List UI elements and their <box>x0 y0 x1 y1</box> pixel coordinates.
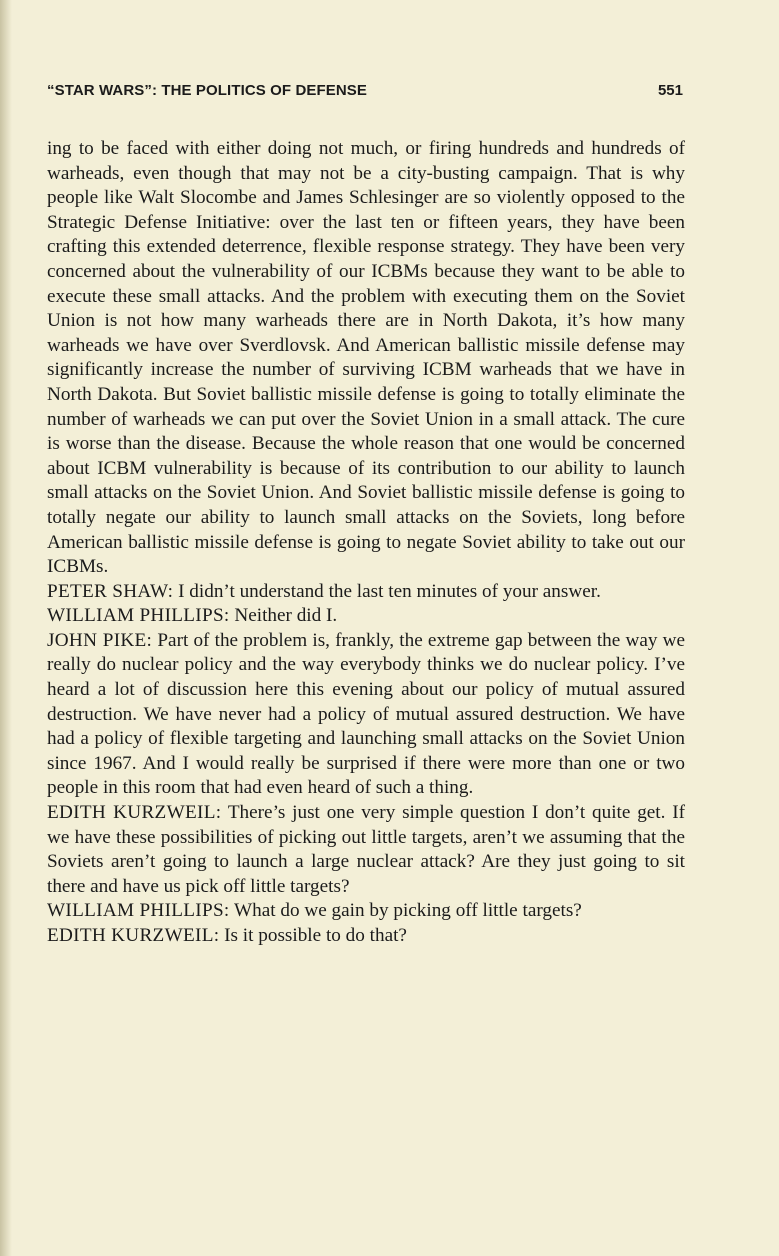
speaker-name: JOHN PIKE: <box>47 629 153 651</box>
page-gutter-shadow <box>0 0 12 1256</box>
paragraph-text: What do we gain by picking off little targets? <box>234 900 582 922</box>
paragraph-william-phillips <box>47 899 685 924</box>
paragraph-text: Is it possible to do that? <box>224 925 407 946</box>
paragraph-text: Part of the problem is, frankly, the extreme gap between the way we really do nuclear policy and the way everybody thinks we do nuclear policy. I’ve heard a lot of discussion here this evening about our policy of mutual assured destruction. We have never had a policy of mutual assured destruction. We have had a policy of flexible targeting and launching small attacks on the Soviet Union since 1967. And I would really be surprised if there were more than one or two people in this room that had even heard of such a thing. <box>47 629 685 799</box>
speaker-name: WILLIAM PHILLIPS: <box>47 900 230 922</box>
paragraph-continuation <box>47 137 685 580</box>
paragraph-text: I didn’t understand the last ten minutes of your answer. <box>178 580 601 602</box>
running-header <box>47 82 683 102</box>
paragraph-john-pike <box>47 629 685 801</box>
speaker-name: EDITH KURZWEIL: <box>47 925 220 946</box>
paragraph-edith-kurzweil <box>47 924 685 949</box>
speaker-name: EDITH KURZWEIL: <box>47 802 222 824</box>
paragraph-text: There’s just one very simple question I don’t quite get. If we have these possibilities of picking out little targets, aren’t we assuming that the Soviets aren’t going to launch a large nuclear attack? Are they just going to sit there and have us pick off little targets? <box>47 802 686 897</box>
running-title: “STAR WARS”: THE POLITICS OF DEFENSE <box>47 82 367 99</box>
transcript-body <box>47 137 685 949</box>
paragraph-william-phillips <box>47 604 685 629</box>
paragraph-text: Neither did I. <box>234 605 338 627</box>
speaker-name: PETER SHAW: <box>47 580 174 602</box>
paragraph-peter-shaw <box>47 580 685 605</box>
paragraph-edith-kurzweil <box>47 801 685 899</box>
page-number: 551 <box>657 82 683 99</box>
speaker-name: WILLIAM PHILLIPS: <box>47 605 230 627</box>
paragraph-text: ing to be faced with either doing not much, or firing hundreds and hundreds of warheads, even though that may not be a city-busting campaign. That is why people like Walt Slocombe and James Schlesinger are so violently opposed to the Strategic Defense Initiative: over the last ten or fifteen years, they have been crafting this extended deterrence, flexible response strategy. They have been very concerned about the vulnerability of our ICBMs because they want to be able to execute these small attacks. And the problem with executing them on the Soviet Union is not how many warheads there are in North Dakota, it’s how many warheads we have over Sverdlovsk. And American ballistic missile defense may significantly increase the number of surviving ICBM warheads that we have in North Dakota. But Soviet ballistic missile defense is going to totally eliminate the number of warheads we can put over the Soviet Union in a small attack. The cure is worse than the disease. Because the whole reason that one would be concerned about ICBM vulnerability is because of its contribution to our ability to launch small attacks on the Soviet Union. And Soviet ballistic missile defense is going to totally negate our ability to launch small attacks on the Soviets, long before American ballistic missile defense is going to negate Soviet ability to take out our ICBMs. <box>47 138 685 578</box>
